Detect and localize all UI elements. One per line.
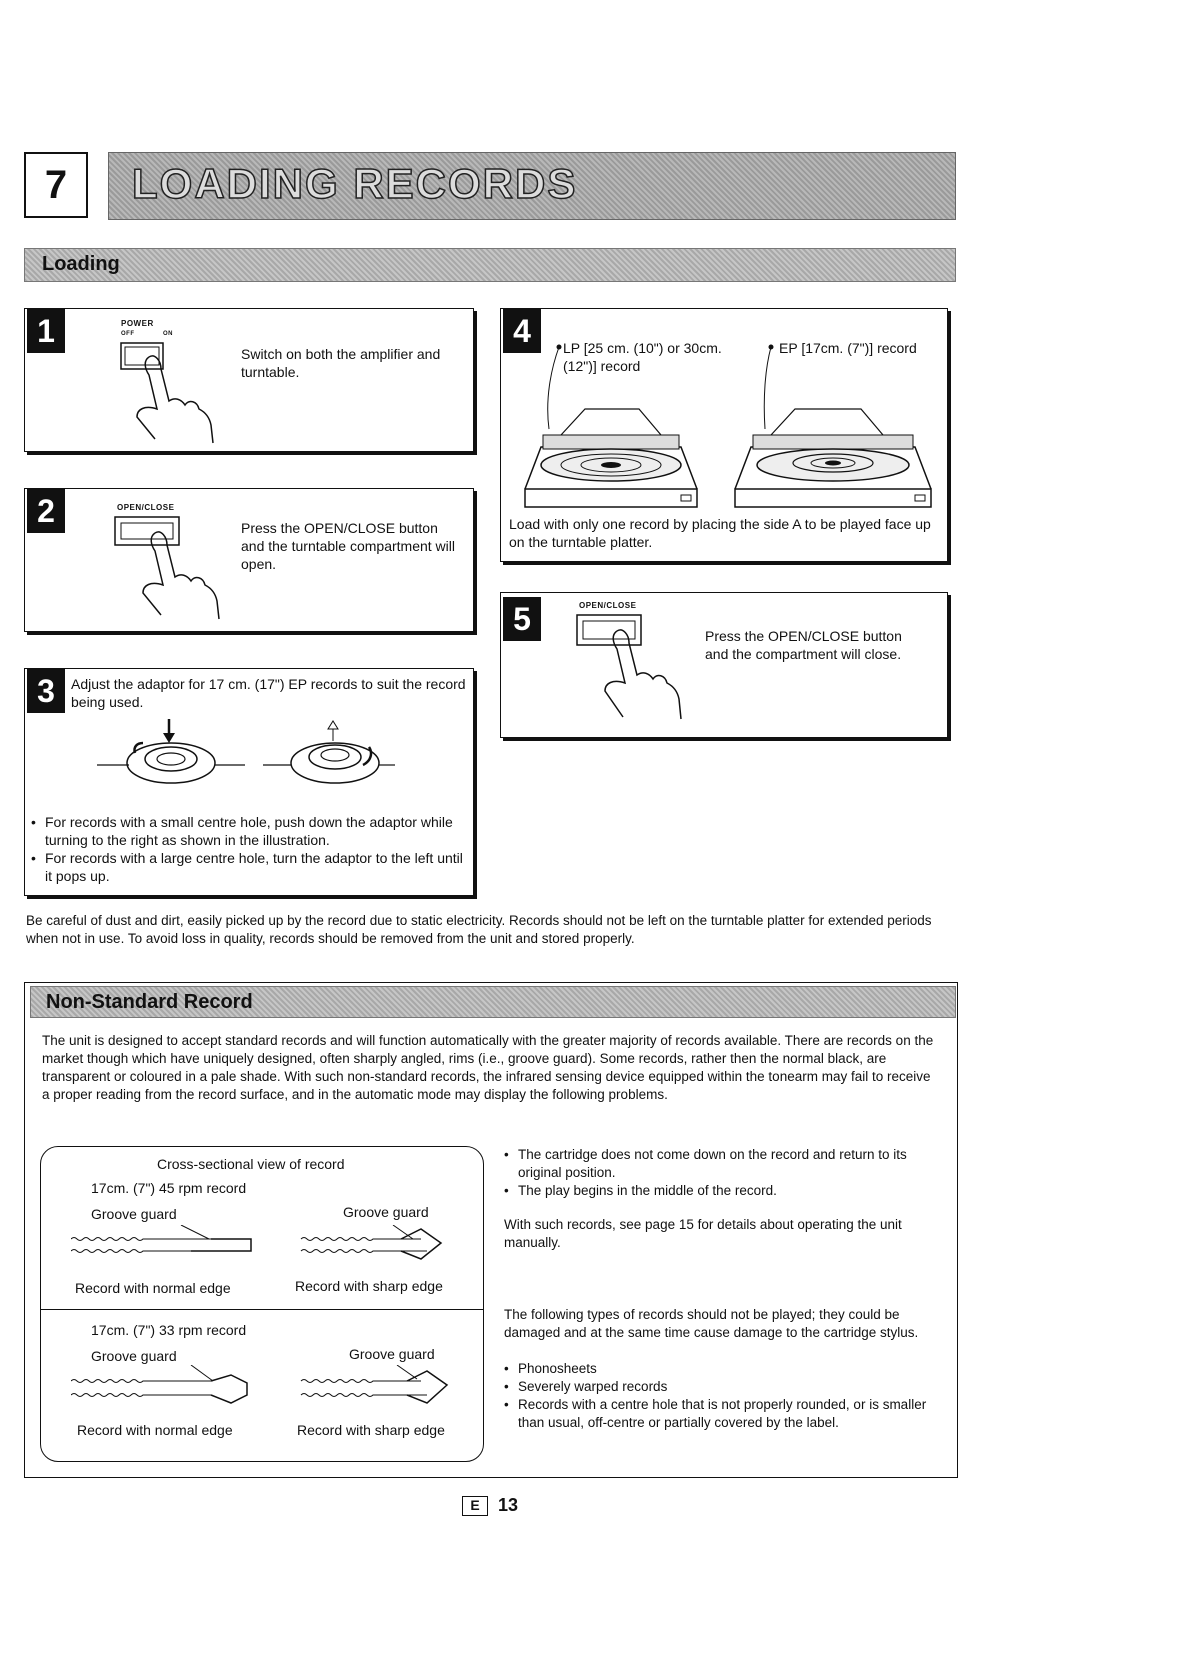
step-5-box [500,592,948,738]
cross-section-title: Cross-sectional view of record [157,1156,345,1172]
groove-guard-label: Groove guard [349,1346,435,1362]
rpm45-label: 17cm. (7") 45 rpm record [91,1180,247,1196]
not-played-item: • Records with a centre hole that is not properly rounded, or is smaller than usual, off-centre or partially covered by the label. [504,1396,938,1432]
step-3-badge: 3 [27,669,65,713]
problem-item: • The play begins in the middle of the record. [504,1182,938,1200]
sharp-edge-label: Record with sharp edge [297,1422,445,1438]
step-5-text: Press the OPEN/CLOSE button and the compartment will close. [705,628,902,662]
lp-record-label: LP [25 cm. (10") or 30cm. (12")] record [563,340,722,374]
groove-guard-label: Groove guard [343,1204,429,1220]
step-2-box [24,488,474,632]
step-4-box [500,308,948,562]
normal-edge-label: Record with normal edge [77,1422,233,1438]
power-label: POWER [121,319,154,328]
record-edge-33-illustration [71,1365,451,1413]
record-edge-45-illustration [71,1225,451,1269]
cross-section-diagram [40,1146,484,1462]
loading-heading: Loading [42,253,120,275]
adaptor-illustration [95,719,415,799]
step-4-badge: 4 [503,309,541,353]
rpm33-label: 17cm. (7") 33 rpm record [91,1322,247,1338]
nonstandard-heading: Non-Standard Record [46,991,253,1013]
language-badge: E [462,1496,488,1516]
diagram-divider [41,1309,483,1310]
power-switch-hand-icon [115,339,235,449]
step-4-text: Load with only one record by placing the side A to be played face up on the turntable platter. [509,516,931,550]
nonstandard-intro: The unit is designed to accept standard records and will function automatically with the greater majority of records available. There are records on the market though which have uniquely designed, often sharply angled, rims (i.e., groove guard). Some records, rather then the normal black, are transparent or coloured in a pale shade. With such non-standard records, the infrared sensing device equipped within the tonearm may fail to receive a proper reading from the record surface, and in the automatic mode may display the following problems. [42,1033,934,1102]
step-5-badge: 5 [503,597,541,641]
step-3-bullet: • For records with a large centre hole, turn the adaptor to the left until it pops up. [31,849,465,885]
step-1-box [24,308,474,452]
page-number: 13 [498,1495,519,1515]
step-1-text: Switch on both the amplifier and turntable. [241,346,441,380]
chapter-title: LOADING RECORDS [132,160,578,207]
problem-item: • The cartridge does not come down on the record and return to its original position. [504,1146,938,1182]
ep-record-label: EP [17cm. (7")] record [779,340,917,356]
step-3-bullets [31,813,465,885]
step-3-bullet: • For records with a small centre hole, push down the adaptor while turning to the right as shown in the illustration. [31,813,465,849]
step-3-text: Adjust the adaptor for 17 cm. (17") EP records to suit the record being used. [71,676,466,710]
turntable-illustration [521,339,941,513]
not-played-item: • Phonosheets [504,1360,938,1378]
problems-list [504,1146,938,1200]
not-played-list [504,1360,938,1432]
step-2-badge: 2 [27,489,65,533]
not-played-item: • Severely warped records [504,1378,938,1396]
open-close-label-2: OPEN/CLOSE [117,503,175,512]
groove-guard-label: Groove guard [91,1206,177,1222]
step-2-text: Press the OPEN/CLOSE button and the turntable compartment will open. [241,520,455,572]
manual-note: With such records, see page 15 for details about operating the unit manually. [504,1217,902,1250]
sharp-edge-label: Record with sharp edge [295,1278,443,1294]
power-on-label: ON [163,331,173,337]
caution-text: Be careful of dust and dirt, easily picked up by the record due to static electricity. Records should not be left on the turntable platter for extended periods when not in use. To avoid loss in quality, records should be removed from the unit and stored properly. [26,913,932,946]
open-close-hand-icon-2 [111,513,241,625]
open-close-hand-icon-5 [573,611,703,727]
power-off-label: OFF [121,331,135,337]
step-3-box [24,668,474,896]
step-1-badge: 1 [27,309,65,353]
not-played-intro: The following types of records should not be played; they could be damaged and at the same time cause damage to the cartridge stylus. [504,1307,919,1340]
groove-guard-label: Groove guard [91,1348,177,1364]
loading-heading-band [24,248,956,282]
normal-edge-label: Record with normal edge [75,1280,231,1296]
open-close-label-5: OPEN/CLOSE [579,601,637,610]
chapter-number: 7 [24,152,88,218]
